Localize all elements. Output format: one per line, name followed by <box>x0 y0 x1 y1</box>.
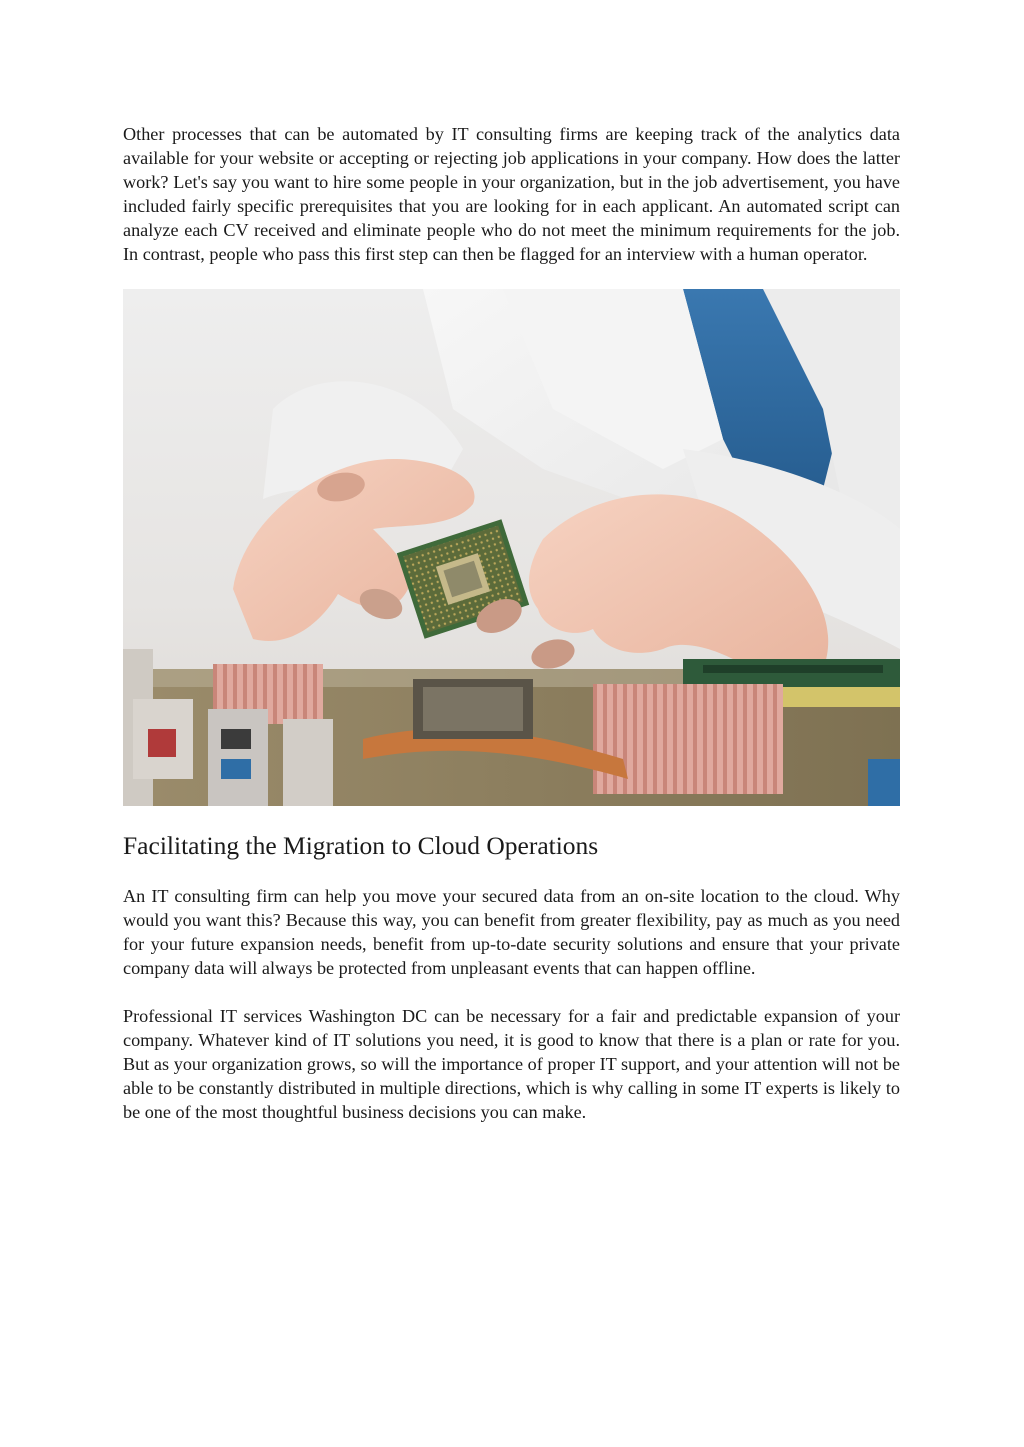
paragraph-cloud-benefits: An IT consulting firm can help you move your secured data from an on-site location to the cloud. Why would you want this? Because this way, you can benefit from greater flexibility, pay as much as you need for your future expansion needs, benefit from up-to-date security solutions and ensure that your private company data will always be protected from unpleasant events that can happen offline. <box>123 886 900 978</box>
paragraph-analytics-automation: Other processes that can be automated by IT consulting firms are keeping track of the analytics data available for your website or accepting or rejecting job applications in your company. How does the latter work? Let's say you want to hire some people in your organization, but in the job advertisement, you have included fairly specific prerequisites that you are looking for in each applicant. An automated script can analyze each CV received and eliminate people who do not meet the minimum requirements for the job. In contrast, people who pass this first step can then be flagged for an interview with a human operator. <box>123 124 900 264</box>
photo-hands-holding-cpu <box>123 289 900 806</box>
paragraph-spacer <box>123 980 900 1004</box>
paragraph-it-services-washington: Professional IT services Washington DC can be necessary for a fair and predictable expansion of your company. Whatever kind of IT solutions you need, it is good to know that there is a plan or rate for you. But as your organization grows, so will the importance of proper IT support, and your attention will not be able to be constantly distributed in multiple directions, which is why calling in some IT experts is likely to be one of the most thoughtful business decisions you can make. <box>123 1006 900 1122</box>
document-page <box>123 122 900 1124</box>
section-heading-cloud-migration: Facilitating the Migration to Cloud Operations <box>123 831 599 860</box>
